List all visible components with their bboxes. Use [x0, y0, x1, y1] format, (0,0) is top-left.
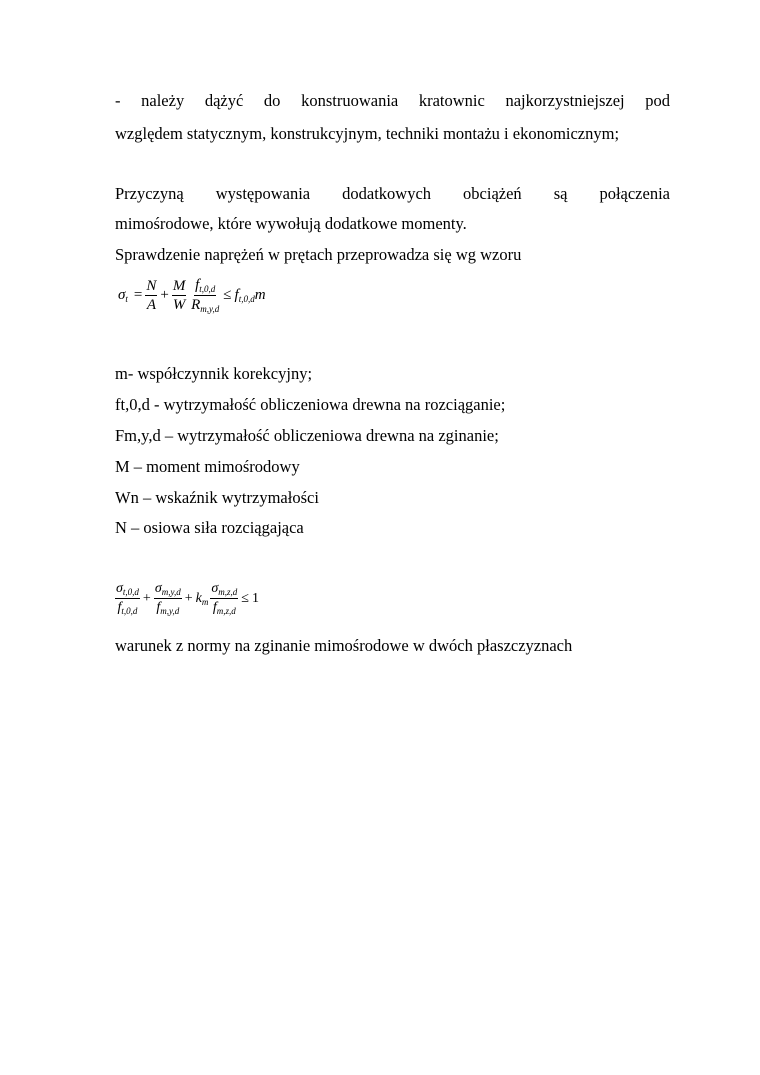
- formula-subscript: m,y,d: [161, 587, 181, 597]
- formula-operator: ≤: [241, 590, 249, 606]
- formula-fraction: [172, 277, 187, 314]
- definition-line: m- współczynnik korekcyjny;: [115, 364, 313, 383]
- definition-line: ft,0,d - wytrzymałość obliczeniowa drewna na rozciąganie;: [115, 395, 506, 414]
- formula-operator: +: [142, 590, 151, 606]
- formula-symbol: σ: [211, 581, 219, 596]
- formula-fraction: [115, 580, 140, 617]
- formula-symbol: M: [172, 278, 186, 294]
- definition-line: M – moment mimośrodowy: [115, 457, 300, 476]
- formula-fraction: [154, 580, 182, 617]
- formula-subscript: m,y,d: [160, 606, 180, 616]
- formula-subscript: t: [125, 294, 128, 304]
- definition-line: Wn – wskaźnik wytrzymałości: [115, 488, 319, 507]
- formula-caption: warunek z normy na zginanie mimośrodowe w dwóch płaszczyznach: [115, 636, 573, 655]
- formula-subscript: t,0,d: [199, 284, 216, 294]
- formula-subscript: t,0,d: [238, 294, 255, 304]
- formula-subscript: m: [201, 596, 209, 607]
- formula-symbol: A: [146, 297, 156, 313]
- definition-line: Fm,y,d – wytrzymałość obliczeniowa drewna na zginanie;: [115, 426, 499, 445]
- formula-symbol: k: [195, 590, 202, 606]
- paragraph-line: względem statycznym, konstrukcyjnym, techniki montażu i ekonomicznym;: [115, 124, 620, 143]
- formula-fraction: [190, 276, 220, 315]
- formula-symbol: f: [156, 600, 161, 615]
- bending-condition-formula: [115, 580, 262, 617]
- formula-subscript: m,z,d: [216, 606, 236, 616]
- formula-symbol: m: [254, 287, 266, 303]
- formula-subscript: t,0,d: [121, 606, 138, 616]
- formula-symbol: σ: [118, 287, 126, 303]
- formula-fraction: [145, 277, 157, 314]
- formula-symbol: f: [234, 287, 239, 303]
- formula-symbol: N: [146, 278, 157, 294]
- paragraph-line: Sprawdzenie naprężeń w prętach przeprowadza się wg wzoru: [115, 245, 522, 264]
- paragraph-line: Przyczyną występowania dodatkowych obciążeń są połączenia: [115, 184, 670, 203]
- formula-symbol: f: [117, 600, 122, 615]
- stress-formula: [115, 276, 269, 315]
- paragraph-line: - należy dążyć do konstruowania kratownic najkorzystniejszej pod: [115, 91, 670, 110]
- formula-subscript: t,0,d: [122, 587, 139, 597]
- formula-symbol: σ: [154, 581, 162, 596]
- formula-operator: =: [133, 287, 143, 303]
- formula-operator: +: [184, 590, 193, 606]
- formula-symbol: W: [172, 297, 186, 313]
- formula-symbol: f: [212, 600, 217, 615]
- paragraph-line: mimośrodowe, które wywołują dodatkowe momenty.: [115, 214, 467, 233]
- formula-symbol: R: [191, 297, 201, 313]
- formula-operator: +: [160, 287, 169, 303]
- definition-line: N – osiowa siła rozciągająca: [115, 518, 304, 537]
- formula-symbol: σ: [116, 581, 123, 596]
- formula-fraction: [210, 580, 238, 617]
- formula-subscript: m,y,d: [200, 304, 220, 314]
- formula-symbol: 1: [251, 590, 259, 606]
- formula-symbol: f: [195, 277, 200, 293]
- formula-operator: ≤: [223, 287, 232, 303]
- formula-subscript: m,z,d: [218, 587, 238, 597]
